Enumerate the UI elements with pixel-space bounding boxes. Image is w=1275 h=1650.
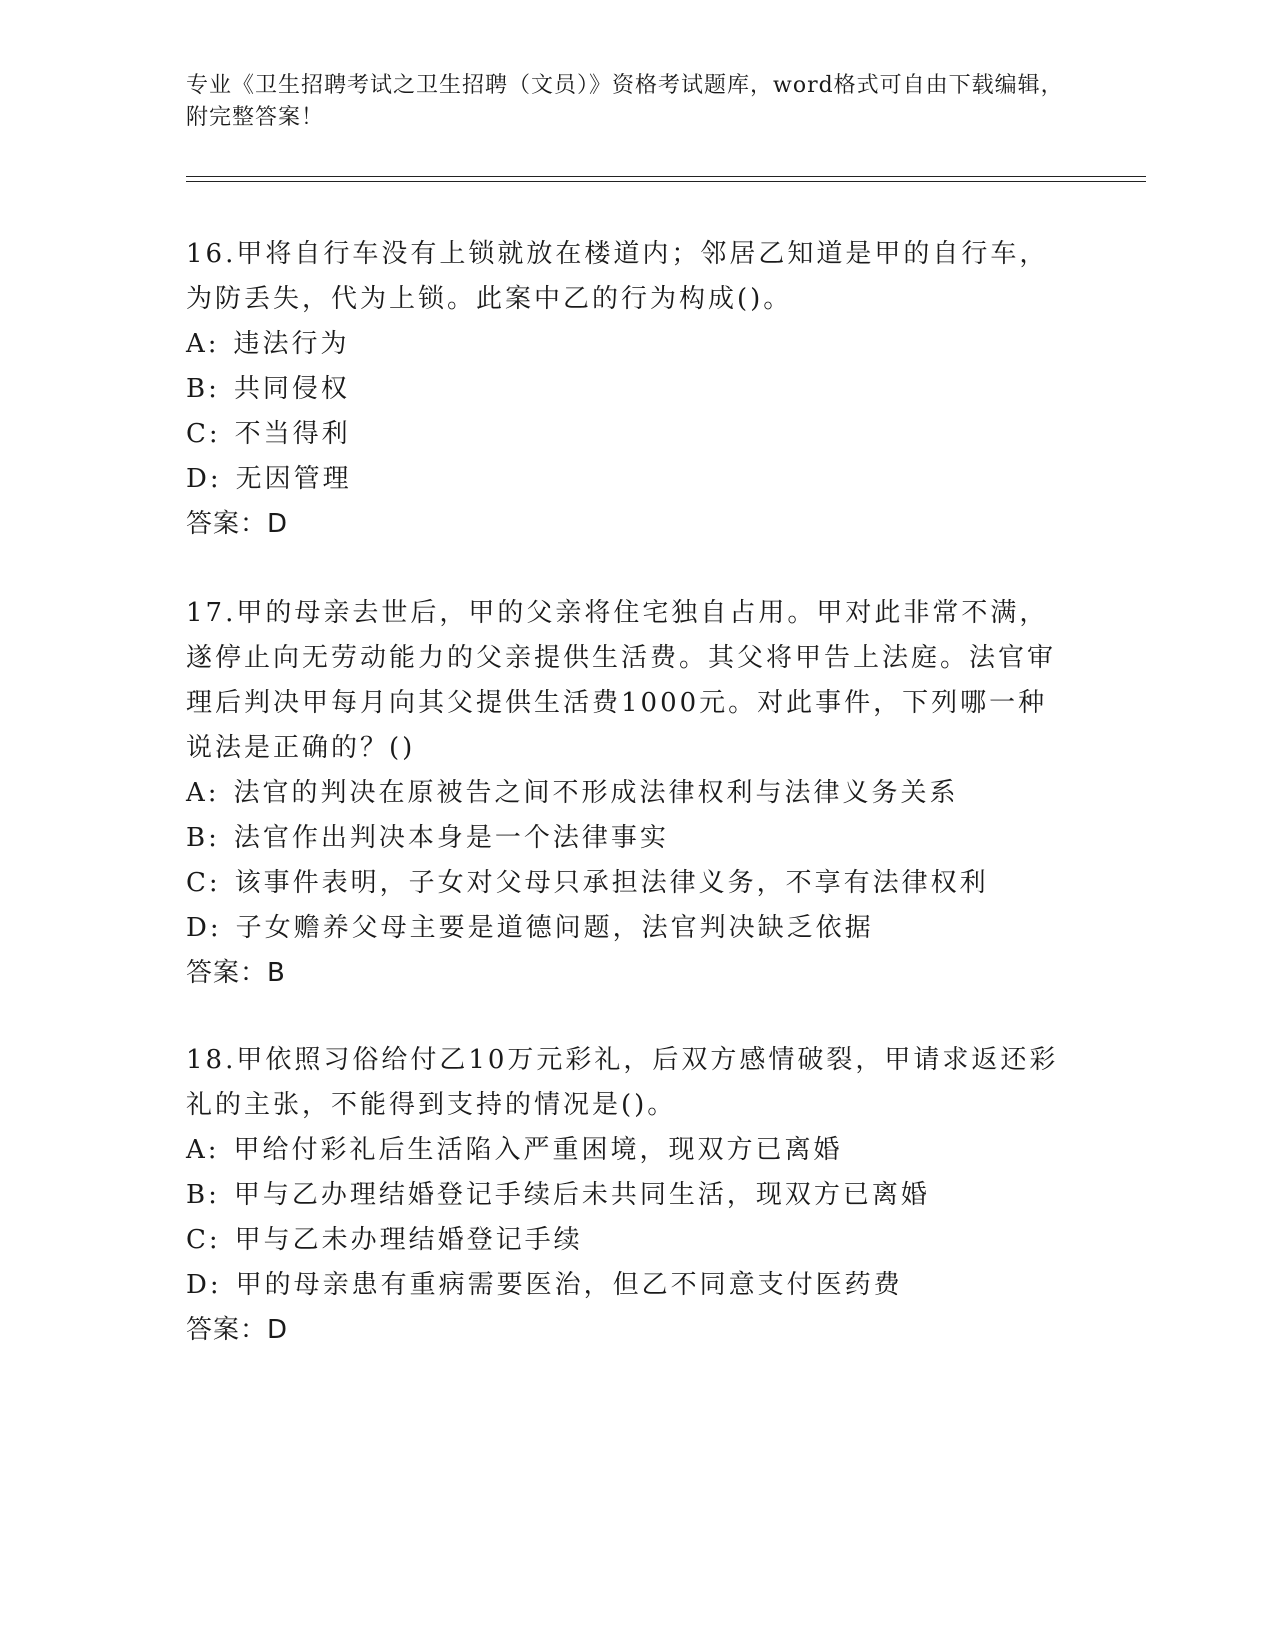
option-text: 该事件表明，子女对父母只承担法律义务，不享有法律权利 xyxy=(234,868,989,898)
option-key: C: xyxy=(186,868,221,898)
question-16 xyxy=(186,232,1066,547)
option-a xyxy=(186,771,1066,816)
option-text: 甲与乙未办理结婚登记手续 xyxy=(234,1225,583,1255)
option-text: 法官作出判决本身是一个法律事实 xyxy=(233,823,669,853)
option-text: 无因管理 xyxy=(235,464,352,494)
header-divider-bottom xyxy=(186,181,1146,182)
option-key: D: xyxy=(186,1270,222,1300)
option-a xyxy=(186,322,1066,367)
option-c xyxy=(186,412,1066,457)
option-key: B: xyxy=(186,374,220,404)
option-key: A: xyxy=(186,1135,220,1165)
option-d xyxy=(186,906,1066,951)
question-18 xyxy=(186,1038,1066,1353)
option-c xyxy=(186,1218,1066,1263)
option-text: 甲给付彩礼后生活陷入严重困境，现双方已离婚 xyxy=(233,1135,843,1165)
option-d xyxy=(186,1263,1066,1308)
option-key: A: xyxy=(186,778,220,808)
option-key: B: xyxy=(186,1180,220,1210)
question-17 xyxy=(186,591,1066,996)
option-text: 法官的判决在原被告之间不形成法律权利与法律义务关系 xyxy=(233,778,959,808)
option-d xyxy=(186,457,1066,502)
option-key: D: xyxy=(186,913,222,943)
answer-line: 答案：D xyxy=(186,509,289,539)
option-text: 子女赡养父母主要是道德问题，法官判决缺乏依据 xyxy=(235,913,874,943)
option-key: A: xyxy=(186,329,220,359)
question-stem: 17.甲的母亲去世后，甲的父亲将住宅独自占用。甲对此非常不满，遂停止向无劳动能力的父亲提供生活费。其父将甲告上法庭。法官审理后判决甲每月向其父提供生活费1000元。对此事件，下列哪一种说法是正确的？() xyxy=(186,598,1057,763)
option-text: 共同侵权 xyxy=(233,374,350,404)
answer-line: 答案：D xyxy=(186,1315,289,1345)
option-b xyxy=(186,1173,1066,1218)
option-text: 违法行为 xyxy=(233,329,350,359)
answer-line: 答案：B xyxy=(186,958,286,988)
option-key: B: xyxy=(186,823,220,853)
option-c xyxy=(186,861,1066,906)
option-text: 甲的母亲患有重病需要医治，但乙不同意支付医药费 xyxy=(235,1270,903,1300)
option-a xyxy=(186,1128,1066,1173)
option-text: 甲与乙办理结婚登记手续后未共同生活，现双方已离婚 xyxy=(233,1180,930,1210)
option-key: C: xyxy=(186,419,221,449)
option-b xyxy=(186,816,1066,861)
option-key: D: xyxy=(186,464,222,494)
option-key: C: xyxy=(186,1225,221,1255)
option-text: 不当得利 xyxy=(234,419,351,449)
document-header: 专业《卫生招聘考试之卫生招聘（文员）》资格考试题库，word格式可自由下载编辑，附完整答案！ xyxy=(186,73,1064,130)
option-b xyxy=(186,367,1066,412)
question-stem: 16.甲将自行车没有上锁就放在楼道内；邻居乙知道是甲的自行车，为防丢失，代为上锁。此案中乙的行为构成()。 xyxy=(186,239,1049,314)
question-stem: 18.甲依照习俗给付乙10万元彩礼，后双方感情破裂，甲请求返还彩礼的主张，不能得到支持的情况是()。 xyxy=(186,1045,1059,1120)
header-divider-top xyxy=(186,176,1146,177)
